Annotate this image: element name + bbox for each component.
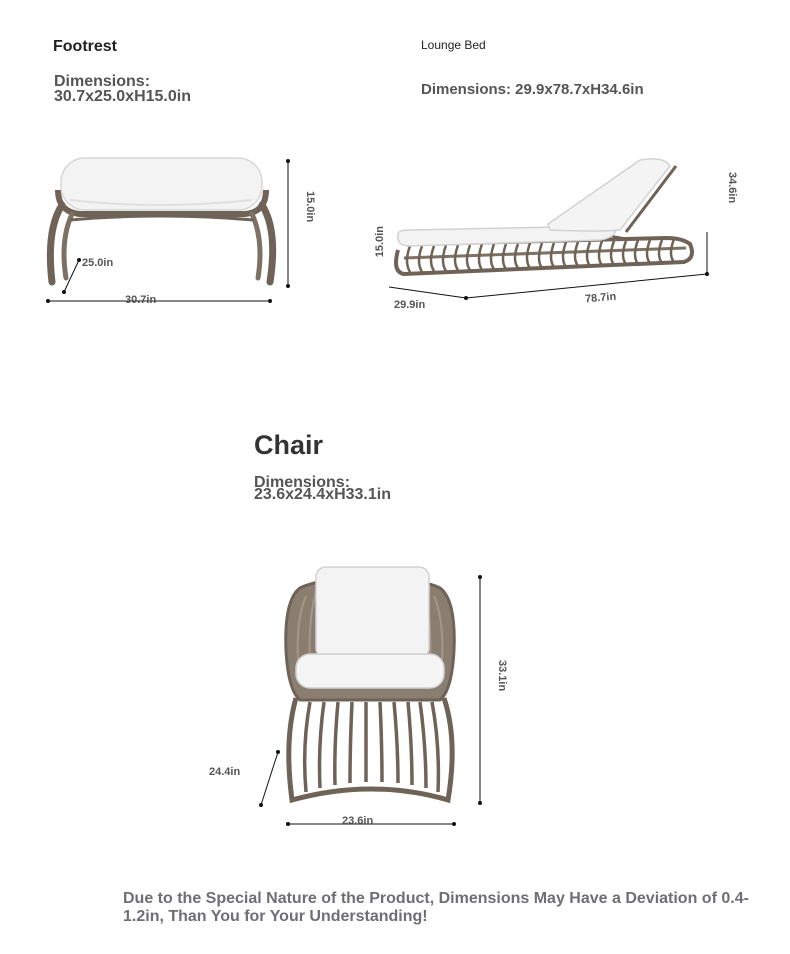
lounge-bed-dimensions: Dimensions: 29.9x78.7xH34.6in [421, 81, 644, 98]
chair-height-label: 33.1in [496, 660, 508, 692]
lounge-bed-seat-height-label: 15.0in [374, 226, 386, 258]
chair-title: Chair [254, 430, 324, 460]
deviation-note: Due to the Special Nature of the Product, Dimensions May Have a Deviation of 0.4-1.2in, Than You for Your Understanding! [123, 890, 749, 925]
lounge-bed-height-label: 34.6in [726, 172, 738, 204]
chair-dimensions-label: Dimensions: [254, 474, 351, 491]
chair-illustration [286, 567, 454, 800]
footrest-dimensions-value: 30.7x25.0xH15.0in [54, 88, 191, 105]
footrest-depth-label: 25.0in [82, 257, 114, 269]
chair-width-label: 23.6in [342, 815, 374, 827]
lounge-bed-length-label: 78.7in [584, 290, 617, 306]
footrest-title: Footrest [53, 38, 117, 55]
chair-dimensions-value: 23.6x24.4xH33.1in [254, 486, 391, 503]
lounge-bed-illustration [396, 159, 692, 274]
chair-depth-label: 24.4in [209, 766, 241, 778]
footrest-width-label: 30.7in [125, 294, 157, 306]
lounge-bed-width-label: 29.9in [394, 299, 426, 311]
footrest-dimensions-label: Dimensions: [54, 73, 151, 90]
lounge-bed-title: Lounge Bed [421, 38, 486, 52]
footrest-height-label: 15.0in [304, 191, 316, 223]
